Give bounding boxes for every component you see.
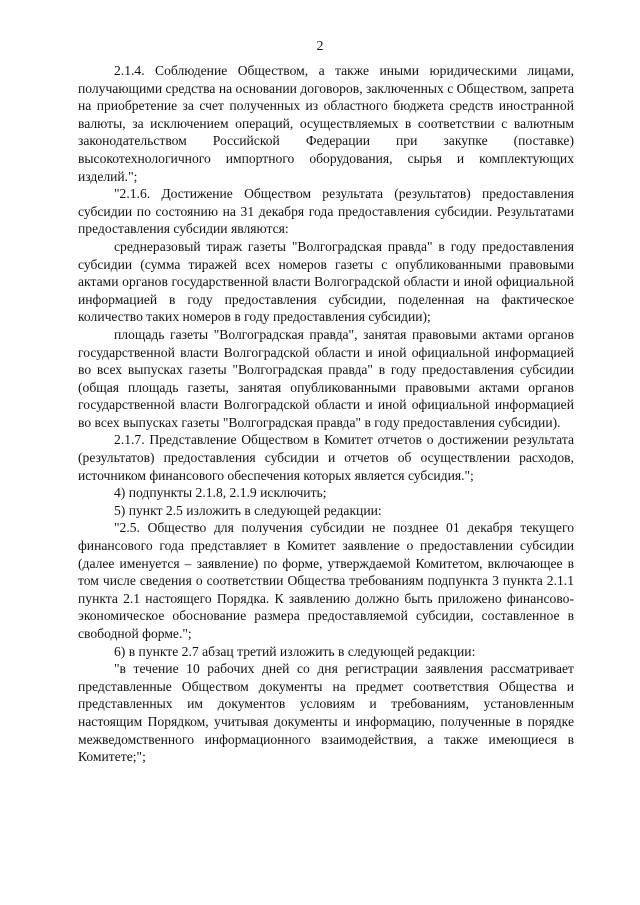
paragraph-2-5: "2.5. Общество для получения субсидии не позднее 01 декабря текущего финансового года представляет в Комитет заявление о предоставлении субсидии (далее именуется – заявление) по форме, утверждаемой Комитетом, включающее в том числе сведения о соответствии Общества требованиям подпункта 3 пункта 2.1.1 пункта 2.1 настоящего Порядка. К заявлению должно быть приложено финансово-экономическое обоснование размера предоставляемой субсидии, составленное в свободной форме."; [78, 520, 574, 641]
page-number: 2 [316, 39, 324, 54]
paragraph-item-6: 6) в пункте 2.7 абзац третий изложить в следующей редакции: [114, 643, 476, 659]
paragraph-2-1-4: 2.1.4. Соблюдение Обществом, а также иными юридическими лицами, получающими средства на основании договоров, заключенных с Обществом, запрета на приобретение за счет полученных из областного бюджета средств иностранной валюты, за исключением операций, осуществляемых в соответствии с валютным законодательством Российской Федерации при закупке (поставке) высокотехнологичного импортного оборудования, сырья и комплектующих изделий."; [78, 63, 574, 184]
paragraph-area: площадь газеты "Волгоградская правда", занятая правовыми актами органов государственной власти Волгоградской области и иной официальной информацией во всех выпусках газеты "Волгоградская правда" в году предоставления субсидии (общая площадь газеты, занятая опубликованными правовыми актами органов государственной власти Волгоградской области и иной официальной информацией во всех выпусках газеты "Волгоградская правда" в году предоставления субсидии). [78, 326, 574, 430]
paragraph-2-7-text: "в течение 10 рабочих дней со дня регистрации заявления рассматривает представленные Обществом документы на предмет соответствия Общества и представленных им документов условиям и требованиям, установленным настоящим Порядком, учитывая документы и информацию, полученные в порядке межведомственного информационного взаимодействия, а также имеющиеся в Комитете;"; [78, 661, 574, 765]
paragraph-item-5: 5) пункт 2.5 изложить в следующей редакции: [114, 502, 382, 518]
paragraph-item-4: 4) подпункты 2.1.8, 2.1.9 исключить; [114, 485, 327, 501]
document-body [78, 62, 574, 766]
paragraph-circulation: среднеразовый тираж газеты "Волгоградская правда" в году предоставления субсидии (сумма тиражей всех номеров газеты с опубликованными правовыми актами органов государственной власти Волгоградской области и иной официальной информацией в году предоставления субсидии, поделенная на фактическое количество таких номеров в году предоставления субсидии); [78, 238, 574, 325]
paragraph-2-1-7: 2.1.7. Представление Обществом в Комитет отчетов о достижении результата (результатов) предоставления субсидии и отчетов об осуществлении расходов, источником финансового обеспечения которых является субсидия."; [78, 432, 574, 483]
paragraph-2-1-6: "2.1.6. Достижение Обществом результата (результатов) предоставления субсидии по состоянию на 31 декабря года предоставления субсидии. Результатами предоставления субсидии являются: [78, 186, 574, 237]
